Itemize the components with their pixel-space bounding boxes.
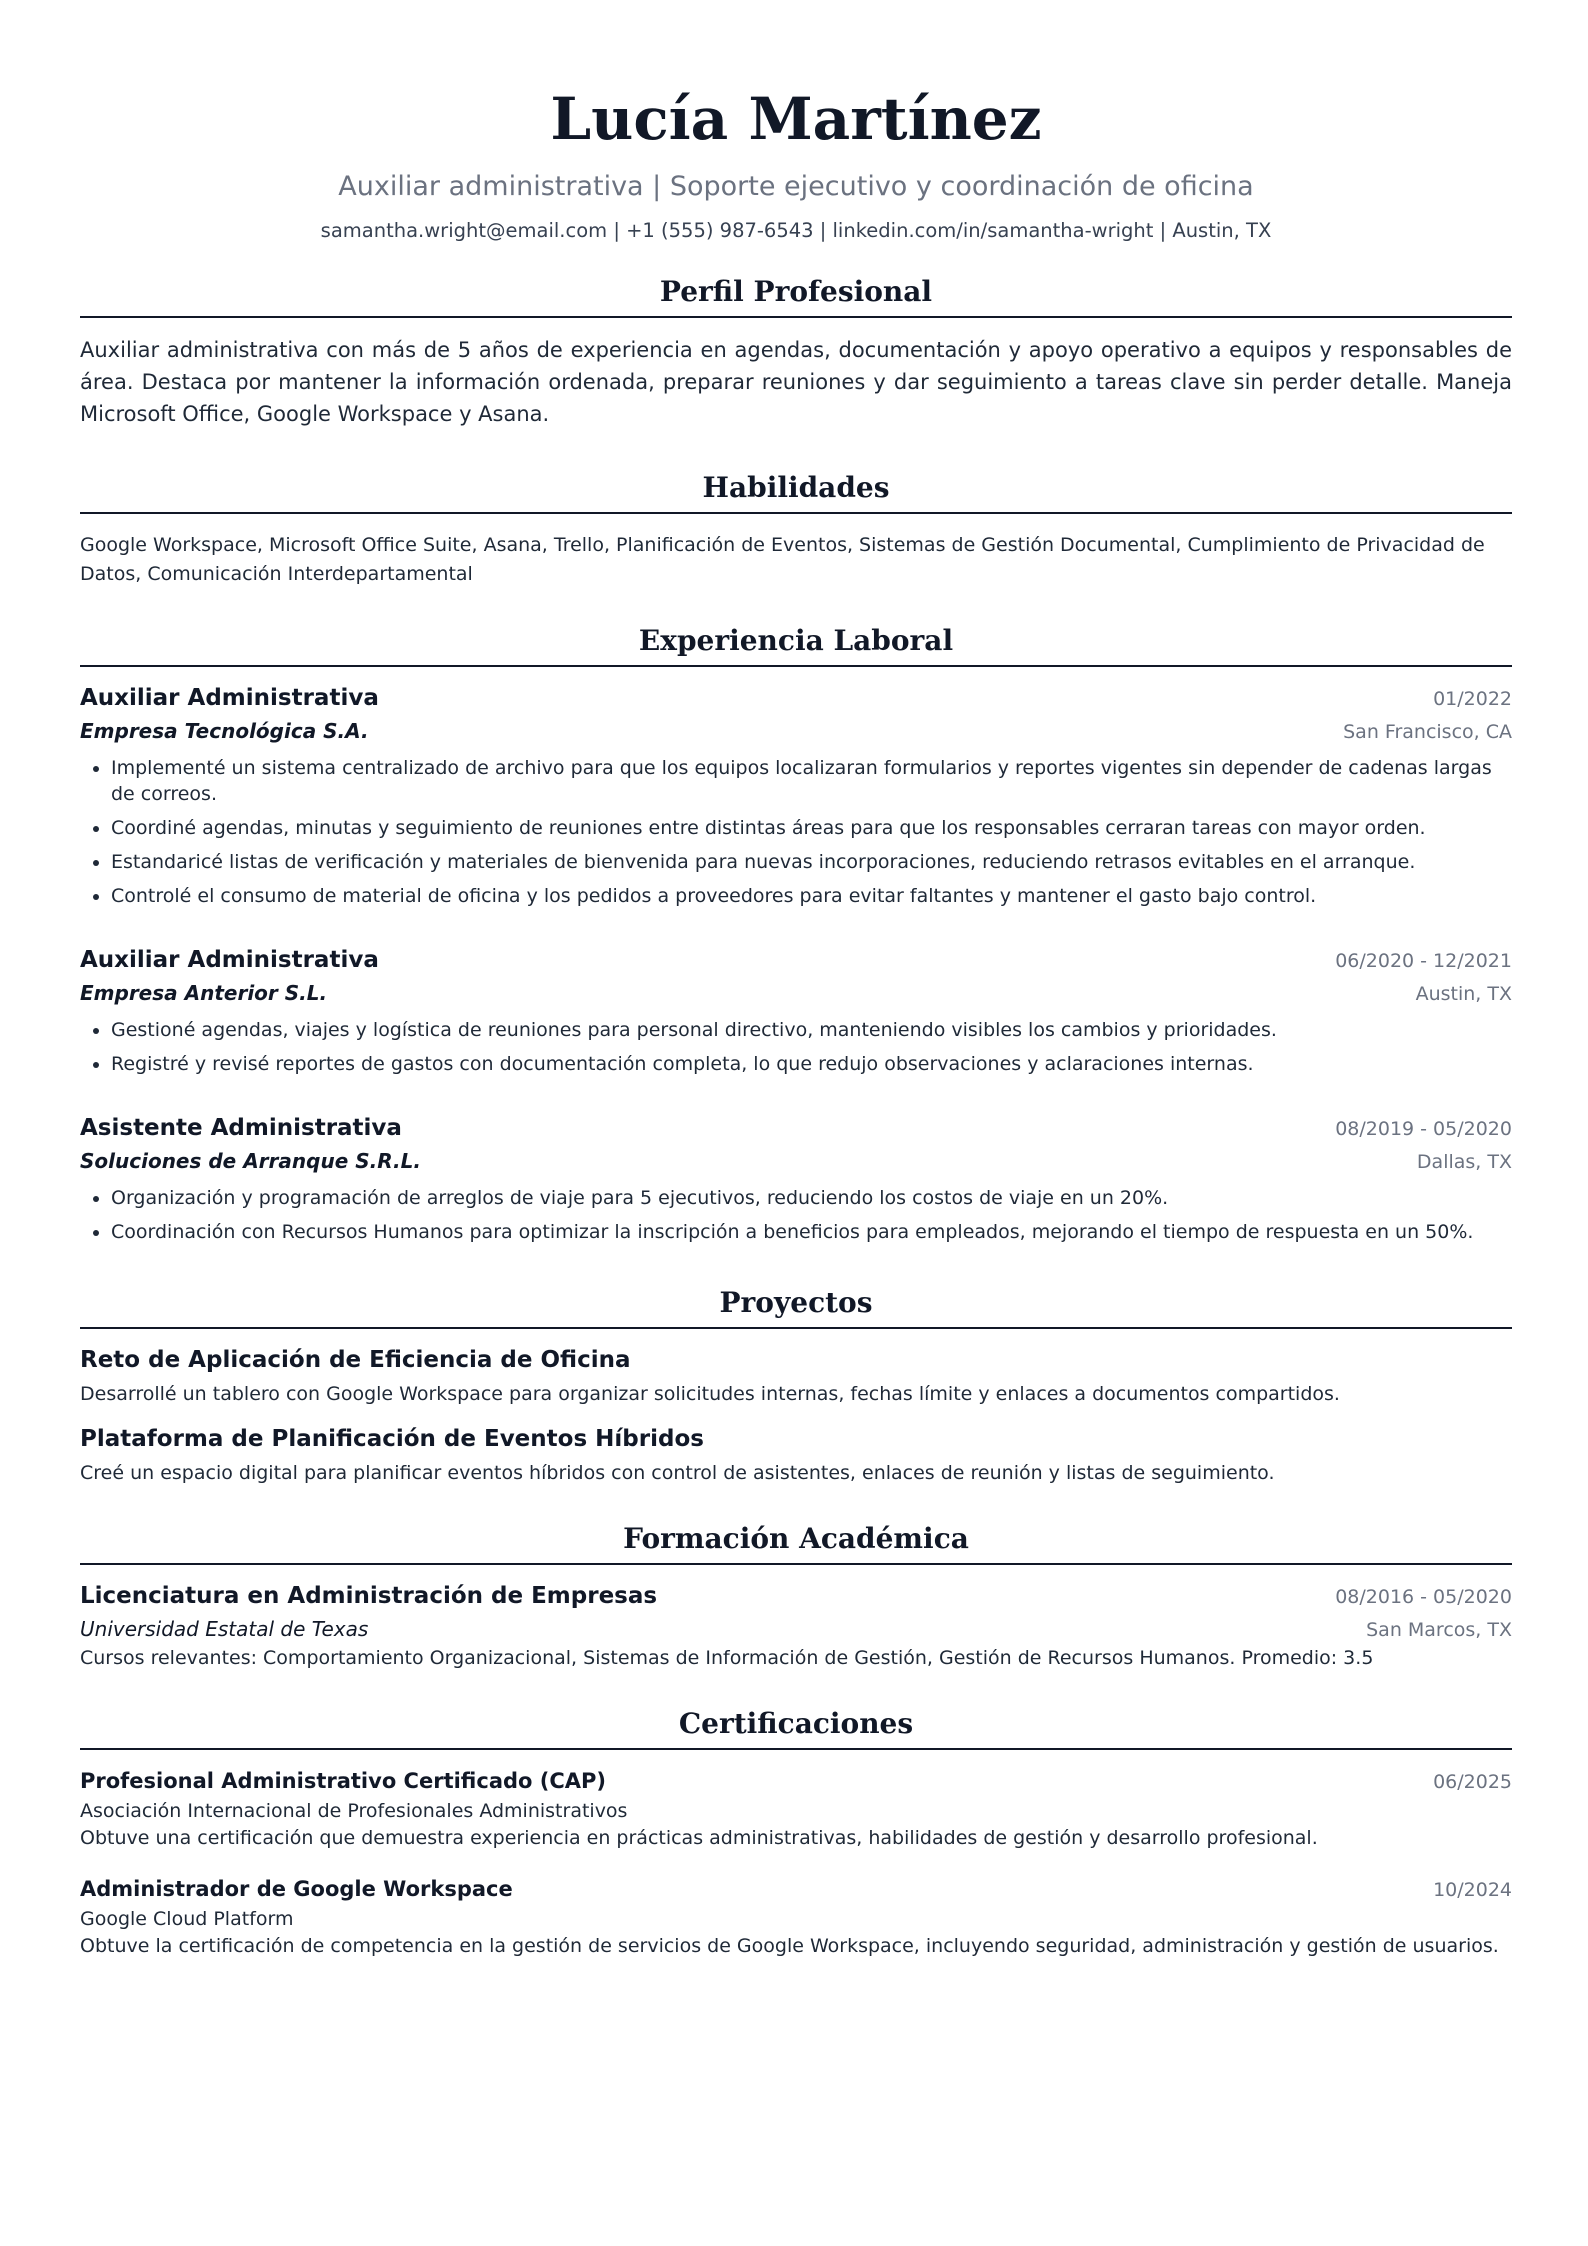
school-location: San Marcos, TX (1366, 1619, 1512, 1641)
section-heading-profile: Perfil Profesional (80, 274, 1512, 318)
degree-title: Licenciatura en Administración de Empresas (80, 1583, 658, 1609)
section-heading-projects: Proyectos (80, 1285, 1512, 1329)
section-heading-experience: Experiencia Laboral (80, 623, 1512, 667)
profile-section (80, 274, 1512, 430)
job-date: 08/2019 - 05/2020 (1335, 1118, 1512, 1140)
job-bullet: • Coordinación con Recursos Humanos para optimizar la inscripción a beneficios para empleados, mejorando el tiempo de respuesta en un 50%. (111, 1219, 1512, 1245)
job-bullet: • Estandaricé listas de verificación y materiales de bienvenida para nuevas incorporaciones, reduciendo retrasos evitables en el arranque. (111, 849, 1512, 875)
skills-list: Google Workspace, Microsoft Office Suite, Asana, Trello, Planificación de Eventos, Sistemas de Gestión Documental, Cumplimiento de Privacidad de Datos, Comunicación Interdepartamental (80, 534, 1485, 585)
section-heading-certifications: Certificaciones (80, 1706, 1512, 1750)
certification-issuer: Asociación Internacional de Profesionales Administrativos (80, 1800, 628, 1822)
certifications-section (80, 1706, 1512, 1960)
job-company: Empresa Tecnológica S.A. (80, 719, 369, 743)
project-title: Reto de Aplicación de Eficiencia de Oficina (80, 1347, 631, 1373)
skills-section (80, 470, 1512, 589)
certification-entry (80, 1764, 1512, 1852)
certification-issuer: Google Cloud Platform (80, 1908, 294, 1930)
candidate-name: Lucía Martínez (550, 85, 1042, 153)
job-location: Austin, TX (1415, 983, 1512, 1005)
job-bullet: • Implementé un sistema centralizado de archivo para que los equipos localizaran formularios y reportes vigentes sin depender de cadenas largas de correos. (111, 755, 1512, 807)
section-heading-skills: Habilidades (80, 470, 1512, 514)
job-bullets (80, 1185, 1512, 1245)
project-title: Plataforma de Planificación de Eventos Híbridos (80, 1426, 704, 1452)
job-date: 06/2020 - 12/2021 (1335, 950, 1512, 972)
certification-description: Obtuve la certificación de competencia en la gestión de servicios de Google Workspace, incluyendo seguridad, administración y gestión de usuarios. (80, 1935, 1499, 1957)
projects-section (80, 1285, 1512, 1487)
certification-title: Administrador de Google Workspace (80, 1877, 513, 1901)
job-entry (80, 943, 1512, 1077)
section-heading-education: Formación Académica (80, 1521, 1512, 1565)
job-location: San Francisco, CA (1343, 721, 1512, 743)
job-bullets (80, 1017, 1512, 1077)
certification-entry (80, 1872, 1512, 1960)
job-title: Asistente Administrativa (80, 1115, 402, 1141)
certification-description: Obtuve una certificación que demuestra experiencia en prácticas administrativas, habilidades de gestión y desarrollo profesional. (80, 1827, 1318, 1849)
job-bullet: • Controlé el consumo de material de oficina y los pedidos a proveedores para evitar faltantes y mantener el gasto bajo control. (111, 883, 1512, 909)
job-company: Empresa Anterior S.L. (80, 981, 328, 1005)
job-bullets (80, 755, 1512, 909)
experience-section (80, 623, 1512, 1245)
education-section (80, 1521, 1512, 1672)
job-bullet: • Coordiné agendas, minutas y seguimiento de reuniones entre distintas áreas para que los responsables cerraran tareas con mayor orden. (111, 815, 1512, 841)
resume-header (80, 0, 1512, 244)
certification-date: 06/2025 (1433, 1771, 1512, 1793)
project-entry (80, 1343, 1512, 1408)
job-bullet: • Registré y revisé reportes de gastos con documentación completa, lo que redujo observaciones y aclaraciones internas. (111, 1051, 1512, 1077)
candidate-title: Auxiliar administrativa | Soporte ejecutivo y coordinación de oficina (338, 171, 1254, 202)
certification-date: 10/2024 (1433, 1879, 1512, 1901)
job-entry (80, 1111, 1512, 1245)
job-title: Auxiliar Administrativa (80, 685, 379, 711)
project-description: Desarrollé un tablero con Google Workspace para organizar solicitudes internas, fechas límite y enlaces a documentos compartidos. (80, 1383, 1340, 1405)
job-bullet: • Gestioné agendas, viajes y logística de reuniones para personal directivo, manteniendo visibles los cambios y prioridades. (111, 1017, 1512, 1043)
job-title: Auxiliar Administrativa (80, 947, 379, 973)
contact-line: samantha.wright@email.com | +1 (555) 987-6543 | linkedin.com/in/samantha-wright | Austin, TX (320, 219, 1272, 242)
job-date: 01/2022 (1433, 688, 1512, 710)
job-bullet: • Organización y programación de arreglos de viaje para 5 ejecutivos, reduciendo los costos de viaje en un 20%. (111, 1185, 1512, 1211)
education-entry (80, 1579, 1512, 1672)
education-date: 08/2016 - 05/2020 (1335, 1586, 1512, 1608)
certification-title: Profesional Administrativo Certificado (CAP) (80, 1769, 607, 1793)
school-name: Universidad Estatal de Texas (80, 1617, 369, 1641)
project-description: Creé un espacio digital para planificar eventos híbridos con control de asistentes, enlaces de reunión y listas de seguimiento. (80, 1462, 1275, 1484)
job-entry (80, 681, 1512, 909)
job-company: Soluciones de Arranque S.R.L. (80, 1149, 421, 1173)
job-location: Dallas, TX (1416, 1151, 1512, 1173)
project-entry (80, 1422, 1512, 1487)
education-details: Cursos relevantes: Comportamiento Organizacional, Sistemas de Información de Gestión, Gestión de Recursos Humanos. Promedio: 3.5 (80, 1647, 1374, 1669)
resume-page (80, 0, 1512, 1960)
profile-summary: Auxiliar administrativa con más de 5 años de experiencia en agendas, documentación y apoyo operativo a equipos y responsables de área. Destaca por mantener la información ordenada, preparar reuniones y dar seguimiento a tareas clave sin perder detalle. Maneja Microsoft Office, Google Workspace y Asana. (80, 338, 1512, 426)
